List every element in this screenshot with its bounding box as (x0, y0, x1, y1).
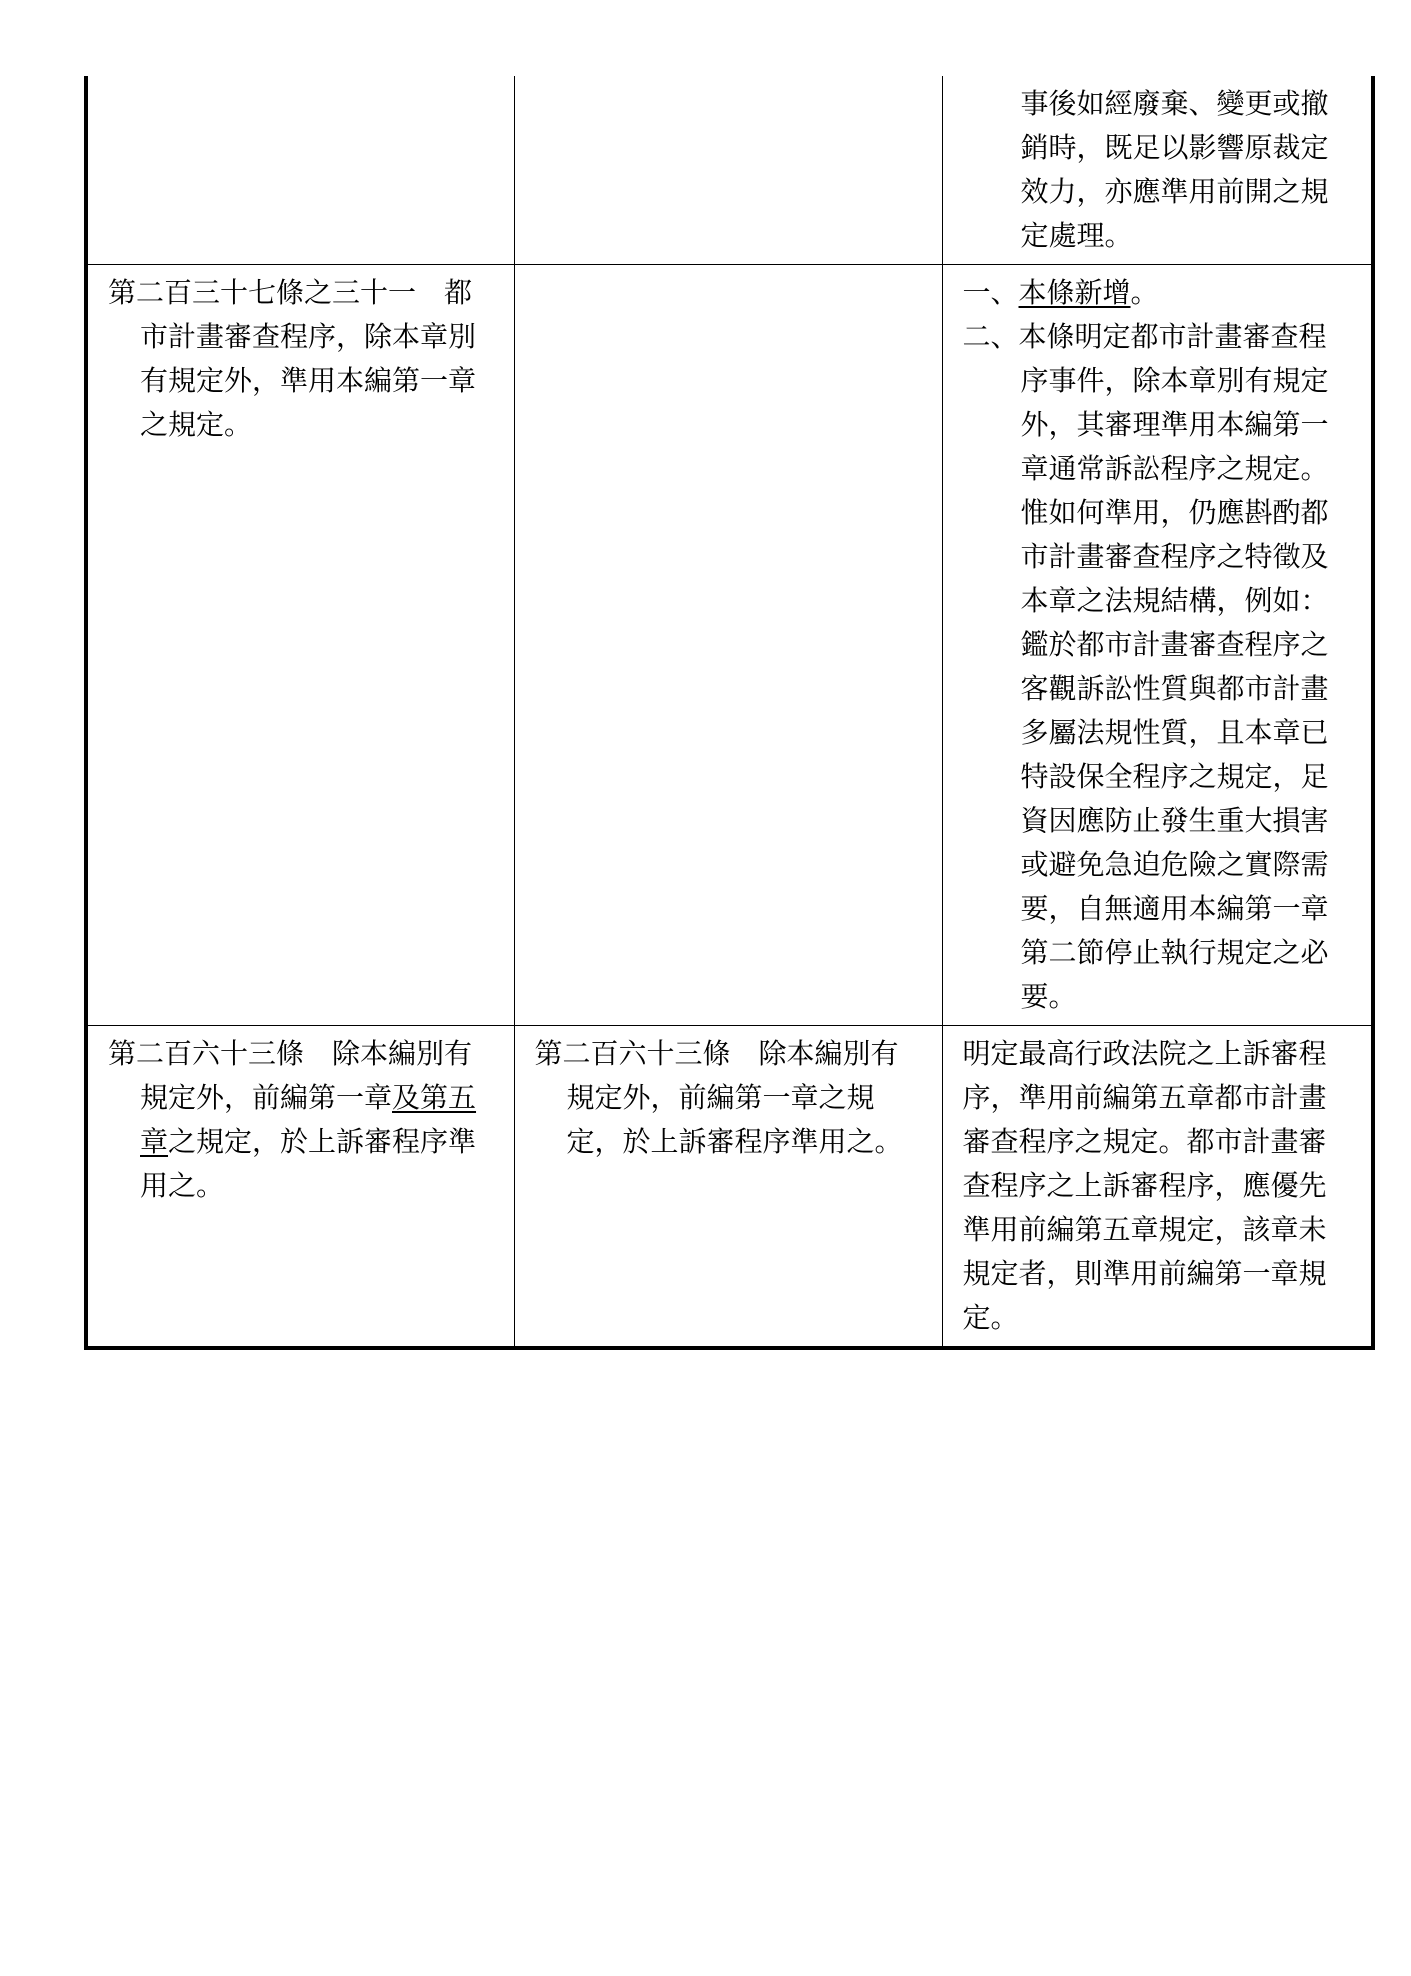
amended-text-cell (86, 265, 514, 1026)
amendment-comparison-table (84, 76, 1375, 1350)
explanation-cell (942, 76, 1373, 265)
explanation-cell (942, 1026, 1373, 1349)
explanation-text: 明定最高行政法院之上訴審程序，準用前編第五章都市計畫審查程序之規定。都市計畫審查程序之上訴審程序，應優先準用前編第五章規定，該章未規定者，則準用前編第一章規定。 (962, 1037, 1327, 1334)
table-row (86, 265, 1373, 1026)
amended-article-text: 第二百六十三條 除本編別有規定外，前編第一章及第五章之規定，於上訴審程序準用之。 (108, 1037, 477, 1202)
amended-text-cell (86, 76, 514, 265)
new-article-note: 本條新增 (1018, 276, 1131, 309)
current-text-cell (514, 1026, 942, 1349)
current-text-cell (514, 76, 942, 265)
current-text-cell (514, 265, 942, 1026)
amended-text-cell (86, 1026, 514, 1349)
table-row (86, 1026, 1373, 1349)
current-article-text: 第二百六十三條 除本編別有規定外，前編第一章之規定，於上訴審程序準用之。 (534, 1037, 903, 1158)
explanation-item: 一、本條新增。 (962, 276, 1159, 309)
explanation-cell (942, 265, 1373, 1026)
explanation-item: 二、本條明定都市計畫審查程序事件，除本章別有規定外，其審理準用本編第一章通常訴訟程序之規定。惟如何準用，仍應斟酌都市計畫審查程序之特徵及本章之法規結構，例如：鑑於都市計畫審查程序之客觀訴訟性質與都市計畫多屬法規性質，且本章已特設保全程序之規定，足資因應防止發生重大損害或避免急迫危險之實際需要，自無適用本編第一章第二節停止執行規定之必要。 (962, 320, 1329, 1013)
table-row (86, 76, 1373, 265)
amended-article-text: 第二百三十七條之三十一 都市計畫審查程序，除本章別有規定外，準用本編第一章之規定。 (108, 276, 477, 441)
explanation-continuation: 事後如經廢棄、變更或撤銷時，既足以影響原裁定效力，亦應準用前開之規定處理。 (1020, 87, 1329, 252)
amendment-underline: 及第五章 (140, 1081, 477, 1158)
